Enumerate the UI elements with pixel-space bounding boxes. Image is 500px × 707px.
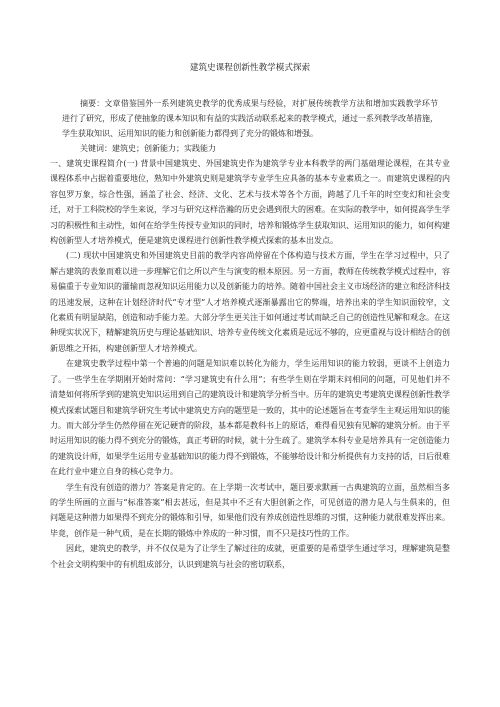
document-title: 建筑史课程创新性教学模式探索 <box>189 63 311 73</box>
abstract: 摘要：文章借鉴国外一系列建筑史教学的优秀成果与经验，对扩展传统教学方法和增加实践教学环节进行了研究，形成了使抽象的课本知识和有益的实践活动联系起来的教学模式，通过一系列教学改革措施，学生获取知识、运用知识的能力和创新能力都得到了充分的锻炼和增强。 <box>62 99 438 138</box>
paragraph-1: 一、建筑史课程简介(一) 背景中国建筑史、外国建筑史作为建筑学专业本科教学的两门基础理论课程，在其专业课程体系中占据着重要地位，熟知中外建筑史则是建筑学专业学生应具备的基本专业素质之一。而建筑史课程的内容包罗万象，综合性强，涵盖了社会、经济、文化、艺术与技术等各个方面，跨越了几千年的时空变幻和社会变迁，对于工科院校的学生来说，学习与研究这样浩瀚的历史会遇到很大的困难。在实际的教学中，如何提高学生学习的积极性和主动性，如何在给学生传授专业知识的同时，培养和锻炼学生获取知识、运用知识的能力，如何构建构创新型人才培养模式，便是建筑史课程进行创新性教学模式探索的基本出发点。 <box>50 159 450 246</box>
paragraph-3: 在建筑史教学过程中第一个普遍的问题是知识难以转化为能力，学生运用知识的能力较弱，更谈不上创造力了。一些学生在学期刚开始时常问：“学习建筑史有什么用”；有些学生则在学期末问相同的问题，可见他们并不清楚如何将所学到的建筑史知识运用到自己的建筑设计和建筑学分析当中。历年的建筑史考建筑史课程创新性教学模式探索试题目和建筑学研究生考试中建筑史方向的题型是一致的，其中的论述题旨在考查学生主观运用知识的能力。而大部分学生仍然停留在死记硬背的阶段，基本都是教科书上的原话，难得看见独有见解的建筑分析。由于平时运用知识的能力得不到充分的锻炼，真正考研的时候，就十分生疏了。建筑学本科专业是培养具有一定创造能力的建筑设计师，如果学生运用专业基础知识的能力得不到锻炼，不能够给设计和分析提供有力支持的话，日后很难在此行业中建立自身的核心竞争力。 <box>50 359 450 477</box>
paragraph-5: 因此，建筑史的教学，并不仅仅是为了让学生了解过往的成就，更重要的是希望学生通过学习，理解建筑是整个社会文明构架中的有机组成部分，认识到建筑与社会的密切联系， <box>50 544 450 569</box>
paragraph-2: (二) 现状中国建筑史和外国建筑史目前的教学内容尚停留在个体构造与技术方面，学生在学习过程中，只了解古建筑的表象而难以进一步理解它们之所以产生与演变的根本原因。另一方面，教师在传统教学模式过程中，容易偏重于专业知识的灌输而忽视知识运用能力以及创新能力的培养。随着中国社会主义市场经济的建立和经济科技的迅速发展，这种在计划经济时代“专才型”人才培养模式逐渐暴露出它的弊端，培养出来的学生知识面较窄，文化素质有明显缺陷，创造和动手能力差。大部分学生更关注于如何通过考试而缺乏自己的创造性见解和观念。在这种现实状况下，精解建筑历史与理论基础知识、培养专业传统文化素质是远远不够的，应更重视与设计相结合的创新思维之开拓，构建创新型人才培养模式。 <box>50 251 450 353</box>
keywords: 关键词：建筑史；创新能力；实践能力 <box>80 144 216 153</box>
paragraph-4: 学生有没有创造的潜力？答案是肯定的。在上学期一次考试中，题目要求默画一古典建筑的立面，虽然相当多的学生所画的立面与“标准答案”相去甚远，但是其中不乏有大胆创新之作，可见创造的潜力是人与生俱来的，但问题是这种潜力如果得不到充分的锻炼和引导，如果他们没有养成创造性思维的习惯，这种能力就很难发挥出来。毕竟，创作是一种气质，是在长期的锻炼中养成的一种习惯，而不只是技巧性的工作。 <box>50 482 450 538</box>
